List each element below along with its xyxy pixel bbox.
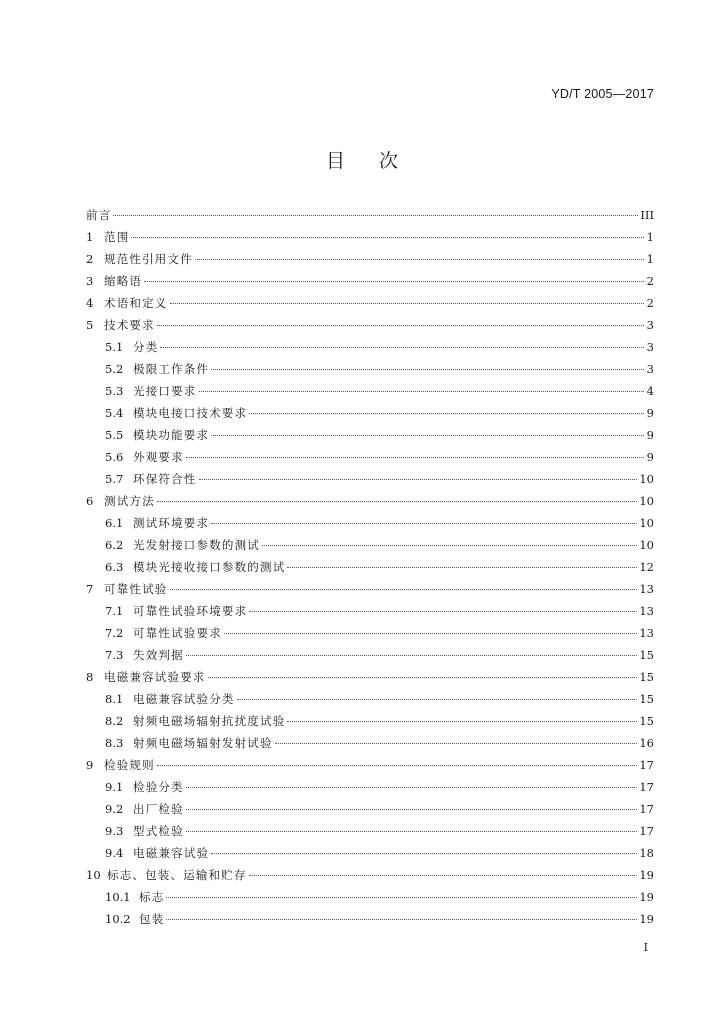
- toc-entry-title: 检验分类: [133, 780, 184, 794]
- dot-leader: [224, 633, 637, 634]
- toc-entry[interactable]: [86, 600, 654, 622]
- toc-entry[interactable]: [86, 534, 654, 556]
- dot-leader: [199, 479, 638, 480]
- dot-leader: [199, 391, 645, 392]
- toc-entry-title: 模块功能要求: [133, 428, 210, 442]
- toc-entry-title: 外观要求: [133, 450, 184, 464]
- toc-entry-number: 1: [86, 230, 94, 244]
- dot-leader: [166, 919, 637, 920]
- toc-entry-page: 1: [646, 230, 654, 244]
- toc-entry-page: 19: [639, 912, 654, 926]
- toc-entry-title: 光发射接口参数的测试: [133, 538, 260, 552]
- toc-entry[interactable]: [86, 490, 654, 512]
- toc-entry-page: 9: [646, 428, 654, 442]
- toc-entry[interactable]: [86, 622, 654, 644]
- toc-entry-page: 19: [639, 890, 654, 904]
- dot-leader: [160, 347, 644, 348]
- toc-entry[interactable]: [86, 226, 654, 248]
- toc-entry-title: 模块电接口技术要求: [133, 406, 248, 420]
- toc-entry[interactable]: [86, 336, 654, 358]
- toc-entry-page: 9: [646, 450, 654, 464]
- toc-entry-page: 1: [646, 252, 654, 266]
- toc-entry-title: 可靠性试验环境要求: [133, 604, 248, 618]
- toc-entry-page: 15: [639, 648, 654, 662]
- toc-entry-page: 3: [646, 362, 654, 376]
- toc-entry-page: 2: [646, 296, 654, 310]
- toc-entry-title: 射频电磁场辐射发射试验: [133, 736, 273, 750]
- dot-leader: [186, 655, 638, 656]
- toc-entry[interactable]: [86, 886, 654, 908]
- toc-entry-number: 8.3: [105, 736, 124, 750]
- toc-entry[interactable]: [86, 732, 654, 754]
- toc-entry-number: 8.1: [105, 692, 124, 706]
- dot-leader: [157, 765, 638, 766]
- toc-entry-page: 10: [639, 494, 654, 508]
- toc-entry[interactable]: [86, 710, 654, 732]
- toc-entry-number: 8: [86, 670, 94, 684]
- dot-leader: [237, 699, 638, 700]
- toc-entry-number: 9: [86, 758, 94, 772]
- toc-entry-number: 4: [86, 296, 94, 310]
- toc-title: 目次: [325, 150, 432, 172]
- toc-entry-page: 17: [639, 758, 654, 772]
- dot-leader: [208, 677, 638, 678]
- toc-entry-title: 出厂检验: [133, 802, 184, 816]
- toc-entry-title: 测试方法: [104, 494, 155, 508]
- toc-entry-page: 4: [646, 384, 654, 398]
- toc-entry[interactable]: [86, 424, 654, 446]
- toc-entry-number: 7.2: [105, 626, 124, 640]
- toc-entry[interactable]: [86, 270, 654, 292]
- toc-entry-title: 技术要求: [104, 318, 155, 332]
- toc-entry-title: 分类: [133, 340, 159, 354]
- toc-entry-title: 检验规则: [104, 758, 155, 772]
- toc-entry-number: 10: [86, 868, 101, 882]
- toc-entry-number: 9.4: [105, 846, 124, 860]
- dot-leader: [166, 897, 637, 898]
- toc-entry-page: 13: [639, 604, 654, 618]
- toc-entry-number: 8.2: [105, 714, 124, 728]
- toc-entry-title: 标志、包装、运输和贮存: [107, 868, 247, 882]
- dot-leader: [211, 853, 637, 854]
- toc-entry-number: 6.2: [105, 538, 124, 552]
- toc-entry[interactable]: [86, 204, 654, 226]
- toc-entry[interactable]: [86, 864, 654, 886]
- dot-leader: [170, 589, 638, 590]
- toc-entry-number: 9.1: [105, 780, 124, 794]
- toc-entry-title: 光接口要求: [133, 384, 197, 398]
- toc-entry-number: 10.1: [105, 890, 131, 904]
- toc-entry-title: 射频电磁场辐射抗扰度试验: [133, 714, 286, 728]
- toc-entry-page: 16: [639, 736, 654, 750]
- toc-entry[interactable]: [86, 578, 654, 600]
- standard-code: YD/T 2005—2017: [551, 87, 654, 101]
- toc-entry-number: 7.3: [105, 648, 124, 662]
- toc-entry[interactable]: [86, 644, 654, 666]
- dot-leader: [195, 259, 644, 260]
- toc-entry-number: 5.2: [105, 362, 124, 376]
- toc-entry[interactable]: [86, 908, 654, 930]
- dot-leader: [144, 281, 644, 282]
- toc-entry-number: 9.3: [105, 824, 124, 838]
- dot-leader: [262, 545, 637, 546]
- toc-entry-title: 电磁兼容试验分类: [133, 692, 235, 706]
- dot-leader: [249, 413, 644, 414]
- toc-entry[interactable]: [86, 248, 654, 270]
- toc-entry-page: 3: [646, 318, 654, 332]
- toc-entry[interactable]: [86, 820, 654, 842]
- toc-entry[interactable]: [86, 314, 654, 336]
- toc-entry-page: 15: [639, 670, 654, 684]
- toc-entry-title: 失效判据: [133, 648, 184, 662]
- toc-entry-number: 6.3: [105, 560, 124, 574]
- dot-leader: [275, 743, 638, 744]
- toc-entry[interactable]: [86, 666, 654, 688]
- toc-entry[interactable]: [86, 754, 654, 776]
- dot-leader: [113, 215, 638, 216]
- toc-entry-page: 10: [639, 472, 654, 486]
- toc-entry[interactable]: [86, 446, 654, 468]
- toc-entry-page: 13: [639, 626, 654, 640]
- toc-entry-title: 范围: [104, 230, 130, 244]
- toc-entry-number: 6.1: [105, 516, 124, 530]
- toc-entry-page: 3: [646, 340, 654, 354]
- toc-entry[interactable]: [86, 798, 654, 820]
- toc-entry-title: 极限工作条件: [133, 362, 210, 376]
- toc-entry[interactable]: [86, 402, 654, 424]
- toc-entry-page: 17: [639, 780, 654, 794]
- dot-leader: [249, 875, 638, 876]
- toc-entry[interactable]: [86, 380, 654, 402]
- toc-entry-title: 环保符合性: [133, 472, 197, 486]
- toc-entry-number: 10.2: [105, 912, 131, 926]
- toc-entry-title: 电磁兼容试验要求: [104, 670, 206, 684]
- dot-leader: [170, 303, 645, 304]
- dot-leader: [287, 567, 637, 568]
- dot-leader: [157, 501, 638, 502]
- toc-entry-page: 13: [639, 582, 654, 596]
- toc-entry-title: 前言: [86, 208, 112, 222]
- dot-leader: [157, 325, 644, 326]
- toc-entry-number: 7: [86, 582, 94, 596]
- toc-entry[interactable]: [86, 556, 654, 578]
- toc-entry[interactable]: [86, 292, 654, 314]
- toc-entry-number: 7.1: [105, 604, 124, 618]
- toc-entry[interactable]: [86, 776, 654, 798]
- toc-entry[interactable]: [86, 842, 654, 864]
- dot-leader: [186, 787, 638, 788]
- toc-entry-title: 术语和定义: [104, 296, 168, 310]
- toc-entry-number: 5.4: [105, 406, 124, 420]
- toc-entry-title: 模块光接收接口参数的测试: [133, 560, 286, 574]
- dot-leader: [186, 809, 638, 810]
- toc-entry-number: 9.2: [105, 802, 124, 816]
- toc-entry-page: 19: [639, 868, 654, 882]
- toc-entry-title: 电磁兼容试验: [133, 846, 210, 860]
- toc-entry-number: 5.7: [105, 472, 124, 486]
- toc-entry[interactable]: [86, 512, 654, 534]
- toc-entry-number: 5.5: [105, 428, 124, 442]
- toc-entry-title: 型式检验: [133, 824, 184, 838]
- toc-entry-number: 5.6: [105, 450, 124, 464]
- page-number: I: [643, 941, 648, 954]
- toc-entry-title: 标志: [139, 890, 165, 904]
- toc-entry-page: 17: [639, 802, 654, 816]
- toc-entry-title: 规范性引用文件: [104, 252, 193, 266]
- dot-leader: [131, 237, 644, 238]
- toc-entry-page: III: [640, 208, 654, 222]
- toc-entry-page: 17: [639, 824, 654, 838]
- toc-entry-page: 10: [639, 538, 654, 552]
- toc-entry-title: 可靠性试验: [104, 582, 168, 596]
- dot-leader: [211, 369, 644, 370]
- toc-entry[interactable]: [86, 468, 654, 490]
- toc-entry-page: 15: [639, 692, 654, 706]
- toc-entry-number: 6: [86, 494, 94, 508]
- toc-entry[interactable]: [86, 688, 654, 710]
- toc-entry-page: 10: [639, 516, 654, 530]
- table-of-contents: [86, 204, 654, 930]
- toc-entry-number: 5.3: [105, 384, 124, 398]
- dot-leader: [287, 721, 637, 722]
- toc-entry-number: 2: [86, 252, 94, 266]
- toc-entry-page: 18: [639, 846, 654, 860]
- toc-entry-title: 可靠性试验要求: [133, 626, 222, 640]
- toc-entry-number: 3: [86, 274, 94, 288]
- dot-leader: [211, 523, 637, 524]
- dot-leader: [211, 435, 644, 436]
- toc-entry-number: 5: [86, 318, 94, 332]
- toc-entry-title: 包装: [139, 912, 165, 926]
- toc-entry-number: 5.1: [105, 340, 124, 354]
- dot-leader: [186, 831, 638, 832]
- toc-entry-page: 9: [646, 406, 654, 420]
- toc-entry-title: 缩略语: [104, 274, 143, 288]
- dot-leader: [249, 611, 637, 612]
- toc-entry-page: 12: [639, 560, 654, 574]
- toc-entry-title: 测试环境要求: [133, 516, 210, 530]
- toc-entry-page: 2: [646, 274, 654, 288]
- toc-entry-page: 15: [639, 714, 654, 728]
- toc-entry[interactable]: [86, 358, 654, 380]
- dot-leader: [186, 457, 644, 458]
